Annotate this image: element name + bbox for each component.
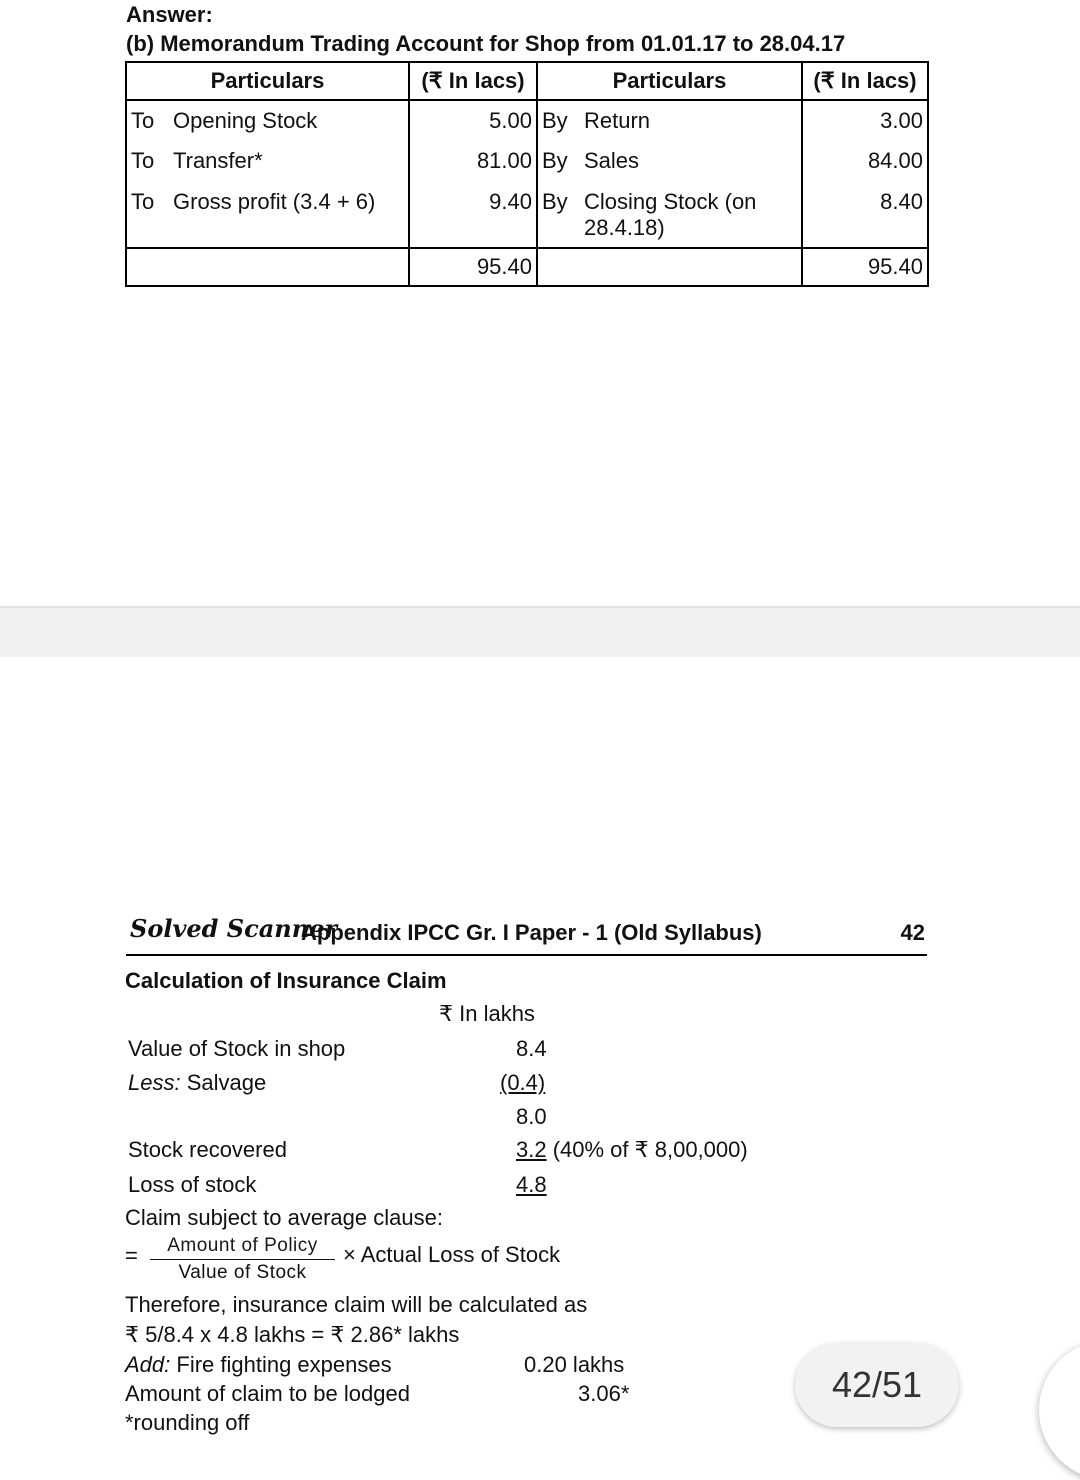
table-row — [126, 141, 928, 181]
table-header-row — [126, 62, 928, 100]
add-label: Add: — [125, 1352, 171, 1377]
salvage-line — [128, 1070, 266, 1096]
add-amount: 0.20 lakhs — [524, 1352, 625, 1377]
table-row — [126, 181, 928, 248]
dr-prefix: To — [131, 108, 155, 133]
section-title: Calculation of Insurance Claim — [125, 968, 447, 993]
dr-particular: Opening Stock — [173, 108, 318, 133]
total-dr: 95.40 — [409, 248, 537, 286]
col-header: (₹ In lacs) — [409, 62, 537, 100]
floating-action-button[interactable] — [1039, 1340, 1080, 1480]
therefore-text: Therefore, insurance claim will be calculated as — [125, 1292, 588, 1317]
col-header: Particulars — [126, 62, 409, 100]
document-page-1 — [0, 0, 1080, 606]
page-indicator[interactable]: 42/51 — [795, 1343, 959, 1427]
claim-label: Amount of claim to be lodged — [125, 1381, 410, 1406]
cr-amount: 3.00 — [802, 100, 928, 141]
answer-label: Answer: — [126, 2, 213, 27]
cr-prefix: By — [542, 189, 568, 214]
stock-recovered-amount: 3.2 — [516, 1137, 547, 1162]
value-stock-amount: 8.4 — [516, 1036, 547, 1061]
subtotal-amount: 8.0 — [516, 1104, 547, 1129]
table-row — [126, 100, 928, 141]
trading-account-title: (b) Memorandum Trading Account for Shop from 01.01.17 to 28.04.17 — [126, 31, 846, 56]
loss-amount: 4.8 — [516, 1172, 547, 1197]
cr-prefix: By — [542, 148, 568, 173]
brand-logo: Solved Scanner — [130, 914, 338, 943]
equals-sign: = — [125, 1243, 138, 1268]
rounding-note: *rounding off — [125, 1410, 250, 1435]
cr-particular: Return — [584, 108, 651, 133]
fraction-denominator: Value of Stock — [178, 1262, 307, 1283]
cr-particular: Sales — [584, 148, 640, 173]
loss-label: Loss of stock — [128, 1172, 257, 1197]
salvage-amount: (0.4) — [500, 1070, 546, 1095]
trading-account-table — [125, 61, 929, 287]
cr-prefix: By — [542, 108, 568, 133]
cr-amount: 8.40 — [802, 181, 928, 248]
stock-recovered-label: Stock recovered — [128, 1137, 287, 1162]
dr-particular: Gross profit (3.4 + 6) — [173, 189, 376, 214]
running-header — [126, 914, 927, 956]
salvage-label: Salvage — [180, 1070, 267, 1095]
less-label: Less: — [128, 1070, 181, 1095]
col-header: Particulars — [537, 62, 802, 100]
header-title: Appendix IPCC Gr. I Paper - 1 (Old Syllabus) — [301, 920, 762, 945]
cr-particular-line1: Closing Stock (on — [584, 189, 757, 214]
add-text: Fire fighting expenses — [170, 1352, 392, 1377]
actual-loss-text: × Actual Loss of Stock — [343, 1242, 561, 1267]
dr-prefix: To — [131, 189, 155, 214]
stock-recovered-line — [516, 1137, 748, 1163]
dr-amount: 9.40 — [409, 181, 537, 248]
document-page-2 — [0, 657, 1080, 1469]
total-row — [126, 248, 928, 286]
dr-particular: Transfer* — [173, 148, 263, 173]
add-line — [125, 1352, 392, 1378]
header-page-number: 42 — [900, 920, 925, 945]
claim-amount: 3.06* — [578, 1381, 630, 1406]
value-stock-label: Value of Stock in shop — [128, 1036, 346, 1061]
fraction — [150, 1235, 335, 1284]
fraction-numerator: Amount of Policy — [150, 1235, 335, 1260]
dr-amount: 81.00 — [409, 141, 537, 181]
cr-amount: 84.00 — [802, 141, 928, 181]
unit-label: ₹ In lakhs — [439, 1001, 535, 1026]
cr-particular-line2: 28.4.18) — [584, 215, 665, 240]
dr-amount: 5.00 — [409, 100, 537, 141]
average-clause-label: Claim subject to average clause: — [125, 1205, 443, 1230]
page-separator — [0, 606, 1080, 659]
col-header: (₹ In lacs) — [802, 62, 928, 100]
dr-prefix: To — [131, 148, 155, 173]
stock-recovered-note: (40% of ₹ 8,00,000) — [546, 1137, 748, 1162]
total-cr: 95.40 — [802, 248, 928, 286]
calculation-text: ₹ 5/8.4 x 4.8 lakhs = ₹ 2.86* lakhs — [125, 1322, 460, 1347]
